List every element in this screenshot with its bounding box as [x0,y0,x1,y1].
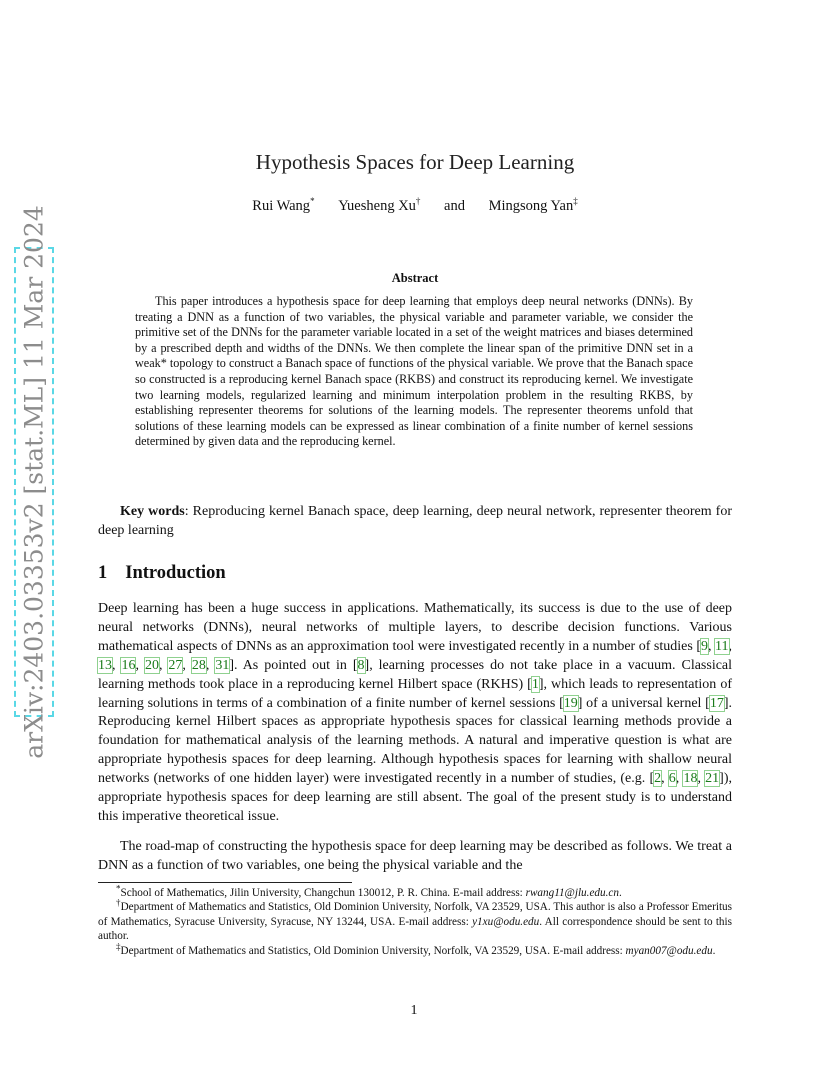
footnotes [98,883,733,958]
author: Mingsong Yan‡ [488,196,578,214]
citation-link[interactable]: 21 [705,771,720,787]
citation-link[interactable]: 18 [683,771,698,787]
citation-link[interactable]: 31 [215,657,230,673]
citation-link[interactable]: 16 [121,657,136,673]
author-footnote-mark: † [415,196,421,207]
paper-title: Hypothesis Spaces for Deep Learning [255,150,575,174]
author-list [98,198,732,215]
footnote: ‡Department of Mathematics and Statistics, Old Dominion University, Norfolk, VA 23529, USA. E-mail address: myan007@odu.edu. [116,940,716,957]
abstract-text: This paper introduces a hypothesis space for deep learning that employs deep neural networks (DNNs). By treating a DNN as a function of two variables, the physical variable and parameter variable, we consider the primitive set of the DNNs for the parameter variable located in a set of the weight matrices and biases determined by a prescribed depth and widths of the DNNs. We then complete the linear span of the primitive DNN set in a weak* topology to construct a Banach space of functions of the physical variable. We prove that the Banach space so constructed is a reproducing kernel Banach space (RKBS) and construct its reproducing kernel. We investigate two learning models, regularized learning and minimum interpolation problem in the resulting RKBS, by establishing representer theorems for solutions of the learning models. The representer theorems unfold that solutions of these learning models can be expressed as linear combination of a finite number of kernel sessions determined by given data and the reproducing kernel. [135,294,693,449]
section-title: Introduction [125,563,226,583]
arxiv-identifier-box[interactable] [14,205,54,759]
author-footnote-mark: * [310,196,315,207]
citation-link[interactable]: 2 [654,771,662,787]
citation-link[interactable]: 28 [191,657,206,673]
footnote-email[interactable]: myan007@odu.edu [625,944,713,957]
abstract-heading: Abstract [391,271,439,285]
citation-link[interactable]: 9 [700,638,708,654]
footnote-email[interactable]: y1xu@odu.edu [472,915,540,928]
citation-list: 2, 6, 18, 21 [654,771,720,787]
footnote-rule [98,882,352,883]
footnote: †Department of Mathematics and Statistics, Old Dominion University, Norfolk, VA 23529, USA. This author is also a Professor Emeritus of Mathematics, Syracuse University, Syracuse, NY 13244, USA. E-mail address: y1xu@odu.edu. All correspondence should be sent to this author. [98,897,733,943]
citation-link[interactable]: 20 [144,657,159,673]
citation-list: 9, 11, 13, 16, 20, 27, 28, 31 [98,638,732,673]
citation-link[interactable]: 17 [709,695,724,711]
intro-paragraph-1: Deep learning has been a huge success in applications. Mathematically, its success is due to the use of deep neural networks (DNNs), neural networks of multiple layers, to describe decision functions. Various mathematical aspects of DNNs as an approximation tool were investigated recently in a number of studies [9, 11, 13, 16, 20, 27, 28, 31]. As pointed out in [8], learning processes do not take place in a vacuum. Classical learning methods took place in a reproducing kernel Hilbert space (RKHS) [1], which leads to representation of learning solutions in terms of a combination of a finite number of kernel sessions [19] of a universal kernel [17]. Reproducing kernel Hilbert spaces as appropriate hypothesis spaces for classical learning methods provide a foundation for mathematical analysis of the learning methods. A natural and imperative question is what are appropriate hypothesis spaces for deep learning. Although hypothesis spaces for learning with shallow neural networks (networks of one hidden layer) were investigated recently in a number of studies, (e.g. [2, 6, 18, 21]), appropriate hypothesis spaces for deep learning are still absent. The goal of the present study is to understand this imperative theoretical issue. [98,601,733,824]
intro-paragraph-2: The road-map of constructing the hypothesis space for deep learning may be described as follows. We treat a DNN as a function of two variables, one being the physical variable and the [98,839,732,873]
citation-link[interactable]: 27 [168,657,183,673]
author-footnote-mark: ‡ [573,196,578,207]
author: Yuesheng Xu† [338,196,421,214]
citation-link[interactable]: 1 [531,676,539,692]
keywords-label: Key words [120,504,185,519]
authors-and: and [444,198,465,214]
page-number: 1 [410,1003,418,1018]
arxiv-identifier[interactable]: arXiv:2403.03353v2 [stat.ML] 11 Mar 2024 [19,205,49,759]
citation-link[interactable]: 6 [668,771,676,787]
author: Rui Wang* [252,196,315,214]
citation-link[interactable]: 11 [715,638,729,654]
footnote: *School of Mathematics, Jilin University, Changchun 130012, P. R. China. E-mail address: rwang11@jlu.edu.cn. [116,883,622,899]
citation-link[interactable]: 13 [98,657,112,673]
citation-link[interactable]: 19 [563,695,578,711]
footnote-email[interactable]: rwang11@jlu.edu.cn [525,887,619,899]
citation-link[interactable]: 8 [357,657,365,673]
keywords-text: : Reproducing kernel Banach space, deep learning, deep neural network, representer theorem for deep learning [98,504,732,538]
section-heading [98,563,226,584]
keywords [98,503,732,540]
section-number: 1 [98,563,108,583]
